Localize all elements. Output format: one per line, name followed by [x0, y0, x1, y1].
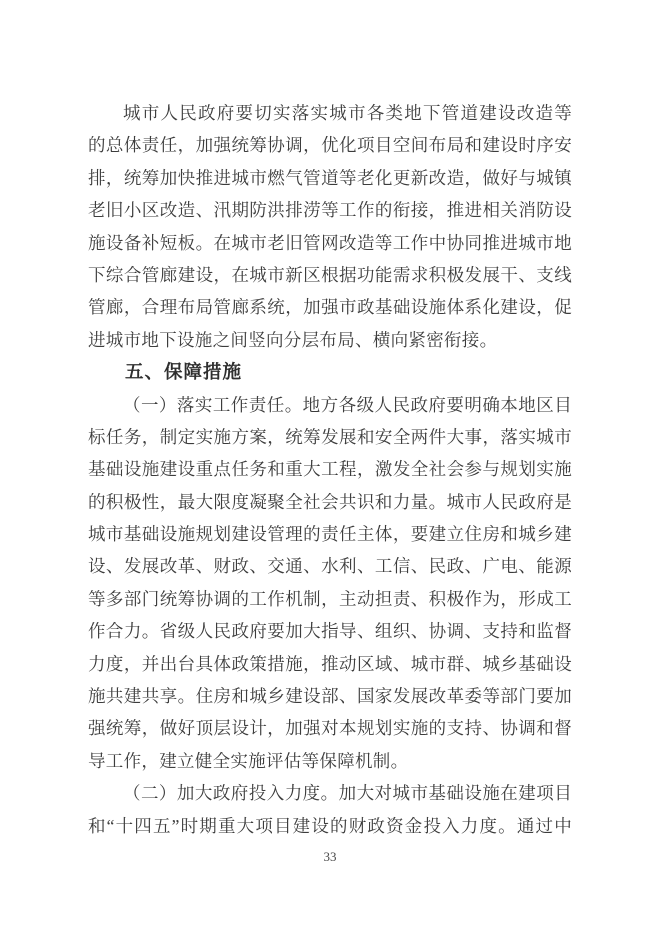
paragraph-line: 城市人民政府要切实落实城市各类地下管道建设改造等 — [123, 103, 572, 123]
paragraph-line: （二）加大政府投入力度。加大对城市基础设施在建项目 — [123, 783, 572, 804]
page-number: 33 — [323, 849, 337, 864]
paragraph-line: 老旧小区改造、汛期防洪排涝等工作的衔接，推进相关消防设 — [88, 200, 572, 221]
paragraph-line: （一）落实工作责任。地方各级人民政府要明确本地区目 — [123, 394, 572, 415]
paragraph-line: 施设备补短板。在城市老旧管网改造等工作中协同推进城市地 — [88, 232, 572, 253]
paragraph-line: 力度，并出台具体政策措施，推动区域、城市群、城乡基础设 — [88, 653, 572, 674]
paragraph-line: 导工作，建立健全实施评估等保障机制。 — [88, 750, 409, 771]
paragraph-line: 基础设施建设重点任务和重大工程，激发全社会参与规划实施 — [88, 459, 572, 480]
paragraph-line: 施共建共享。住房和城乡建设部、国家发展改革委等部门要加 — [88, 686, 572, 707]
paragraph-line: 设、发展改革、财政、交通、水利、工信、民政、广电、能源 — [88, 556, 572, 577]
paragraph-line: 城市基础设施规划建设管理的责任主体，要建立住房和城乡建 — [88, 524, 572, 545]
paragraph-line: 标任务，制定实施方案，统筹发展和安全两件大事，落实城市 — [88, 426, 572, 447]
paragraph-line: 作合力。省级人民政府要加大指导、组织、协调、支持和监督 — [88, 621, 572, 642]
paragraph-line: 和“十四五”时期重大项目建设的财政资金投入力度。通过中 — [88, 815, 572, 836]
paragraph-line: 管廊，合理布局管廊系统，加强市政基础设施体系化建设，促 — [88, 297, 572, 318]
paragraph-line: 排，统筹加快推进城市燃气管道等老化更新改造，做好与城镇 — [88, 167, 572, 188]
document-body — [88, 97, 572, 842]
paragraph-line: 的积极性，最大限度凝聚全社会共识和力量。城市人民政府是 — [88, 491, 572, 512]
section-heading: 五、保障措施 — [125, 361, 243, 383]
paragraph-line: 下综合管廊建设，在城市新区根据功能需求积极发展干、支线 — [88, 264, 572, 285]
paragraph-line: 进城市地下设施之间竖向分层布局、横向紧密衔接。 — [88, 329, 498, 350]
paragraph-line: 的总体责任，加强统筹协调，优化项目空间布局和建设时序安 — [88, 135, 572, 156]
paragraph-line: 强统筹，做好顶层设计，加强对本规划实施的支持、协调和督 — [88, 718, 572, 739]
paragraph-line: 等多部门统筹协调的工作机制，主动担责、积极作为，形成工 — [88, 588, 572, 609]
